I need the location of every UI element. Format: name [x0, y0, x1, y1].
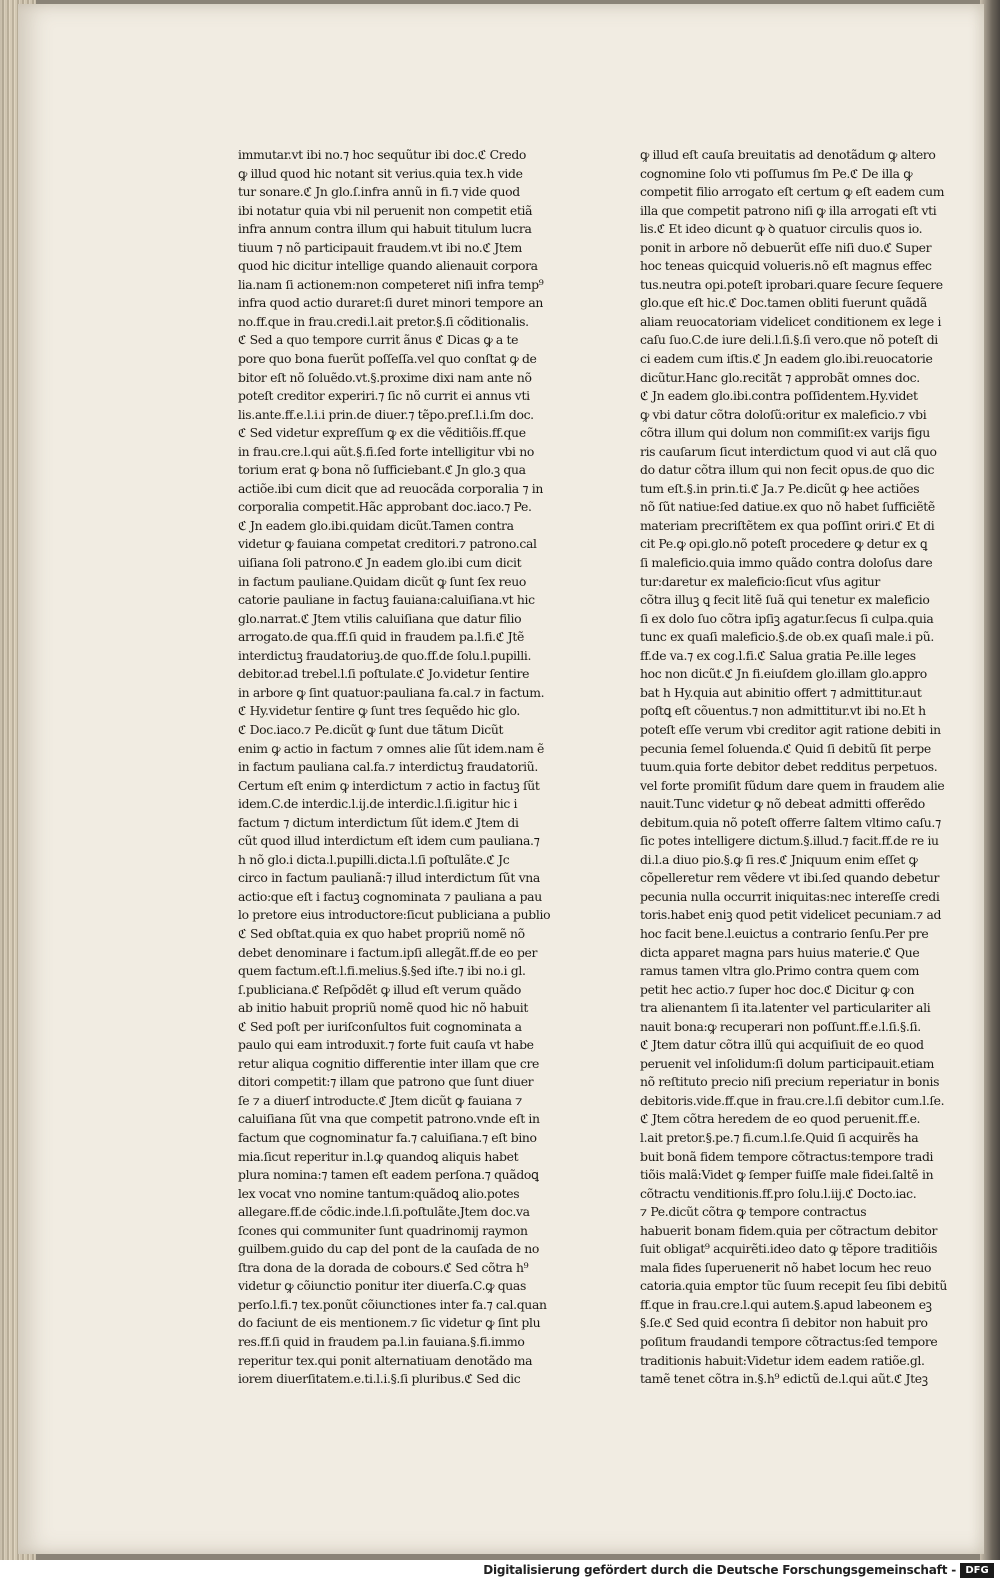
- text-line: ꝙ vbi datur cõtra doloſũ:oritur ex maleficio.⁊ vbi: [640, 406, 927, 422]
- text-line: tiuum ⁊ nõ participauit fraudem.vt ibi no.ℭ Jtem: [238, 239, 522, 255]
- footer-bar: [0, 1560, 1000, 1582]
- text-line: catorie pauliane in factuꝫ fauiana:caluiſiana.vt hic: [238, 592, 535, 608]
- text-line: materiam precriſtẽtem ex qua poſſint oriri.ℭ Et di: [640, 517, 935, 533]
- text-line: ſe ⁊ a diuerſ introducte.ℭ Jtem dicũt ꝙ fauiana ⁊: [238, 1092, 523, 1108]
- text-line: caluiſiana ſũt vna que competit patrono.vnde eſt in: [238, 1111, 540, 1127]
- text-line: in frau.cre.l.qui aũt.§.fi.ſed forte intelligitur vbi no: [238, 443, 534, 459]
- text-line: factum ⁊ dictum interdictum ſũt idem.ℭ Jtem di: [238, 814, 519, 830]
- text-line: petit hec actio.⁊ ſuper hoc doc.ℭ Dicitur ꝙ con: [640, 981, 915, 997]
- text-line: ponit in arbore nõ debuerũt eſſe niſi duo.ℭ Super: [640, 239, 932, 255]
- text-line: corporalia competit.Hãc approbant doc.iaco.⁊ Pe.: [238, 499, 532, 515]
- text-line: poteſt eſſe verum vbi creditor agit ratione debiti in: [640, 721, 941, 737]
- text-line: debitum.quia nõ poteſt offerre ſaltem vltimo caſu.⁊: [640, 814, 941, 830]
- text-line: debitoris.vide.ff.que in frau.cre.l.ſi debitor cum.l.ſe.: [640, 1092, 945, 1108]
- text-line: actiõe.ibi cum dicit que ad reuocãda corporalia ⁊ in: [238, 480, 543, 496]
- text-line: tamẽ tenet cõtra in.§.h⁹ edictũ de.l.qui aũt.ℭ Jteꝫ: [640, 1371, 928, 1387]
- text-line: paulo qui eam introduxit.⁊ forte fuit cauſa vt habe: [238, 1037, 534, 1053]
- text-line: tra alienantem ſi ita.latenter vel particulariter ali: [640, 1000, 931, 1016]
- text-line: pore quo bona fuerũt poſſeſſa.vel quo conſtat ꝙ de: [238, 351, 537, 367]
- text-line: competit filio arrogato eſt certum ꝙ eſt eadem cum: [640, 184, 945, 200]
- text-line: in factum pauliane.Quidam dicũt ꝙ ſunt ſex reuo: [238, 573, 526, 589]
- text-line: videtur ꝙ fauiana competat creditori.⁊ patrono.cal: [238, 536, 537, 552]
- text-line: debitor.ad trebel.l.ſi poſtulate.ℭ Jo.videtur ſentire: [238, 666, 530, 682]
- text-line: caſu ſuo.C.de iure deli.l.ſi.§.ſi vero.que nõ poteſt di: [640, 332, 938, 348]
- text-line: nauit.Tunc videtur ꝙ nõ debeat admitti offerẽdo: [640, 796, 925, 812]
- text-line: idem.C.de interdic.l.ij.de interdic.l.ſi.igitur hic i: [238, 796, 518, 812]
- text-line: circo in factum paulianã:⁊ illud interdictum ſũt vna: [238, 870, 540, 886]
- text-line: cõtra illum qui dolum non commiſit:ex varijs figu: [640, 425, 930, 441]
- text-line: tur:daretur ex maleficio:ſicut vſus agitur: [640, 573, 880, 589]
- text-line: tur sonare.ℭ Jn glo.ſ.infra annũ in fi.⁊ vide quod: [238, 184, 520, 200]
- text-line: tum eſt.§.in prin.ti.ℭ Ja.⁊ Pe.dicũt ꝙ hee actiões: [640, 480, 920, 496]
- text-line: tuum.quia forte debitor debet redditus perpetuos.: [640, 759, 938, 775]
- text-line: ⁊ Pe.dicũt cõtra ꝙ tempore contractus: [640, 1204, 867, 1220]
- text-line: no.ff.que in frau.credi.l.ait pretor.§.ſi cõditionalis.: [238, 313, 529, 329]
- text-line: ℭ Hy.videtur ſentire ꝙ ſunt tres ſequẽdo hic glo.: [238, 703, 520, 719]
- text-line: ci eadem cum iſtis.ℭ Jn eadem glo.ibi.reuocatorie: [640, 351, 933, 367]
- text-line: uiſiana ſoli patrono.ℭ Jn eadem glo.ibi cum dicit: [238, 555, 522, 571]
- text-line: pecunia nulla occurrit iniquitas:nec intereſſe credi: [640, 888, 940, 904]
- text-line: ſi ex dolo ſuo cõtra ipſiꝫ agatur.ſecus ſi culpa.quia: [640, 610, 934, 626]
- text-line: lo pretore eius introductore:ſicut publiciana a publio: [238, 907, 551, 923]
- left-text-column: [238, 146, 560, 1389]
- text-line: ℭ Sed obſtat.quia ex quo habet propriũ nomẽ nõ: [238, 925, 525, 941]
- text-line: nauit bona:ꝙ recuperari non poſſunt.ff.e.l.ſi.§.ſi.: [640, 1018, 921, 1034]
- text-line: poteſt creditor experiri.⁊ ſic nõ currit ei annus vti: [238, 388, 530, 404]
- text-line: actio:que eſt i factuꝫ cognominata ⁊ pauliana a pau: [238, 888, 542, 904]
- text-line: tus.neutra opi.poteſt iprobari.quare ſecure ſequere: [640, 276, 943, 292]
- text-line: l.ait pretor.§.pe.⁊ fi.cum.l.ſe.Quid ſi acquirẽs ha: [640, 1129, 919, 1145]
- text-line: ℭ Sed videtur expreſſum ꝙ ex die vẽditiõis.ff.que: [238, 425, 526, 441]
- text-line: illa que competit patrono niſi ꝙ illa arrogati eſt vti: [640, 202, 937, 218]
- text-line: vel forte promiſit fũdum dare quem in fraudem alie: [640, 777, 945, 793]
- text-line: ℭ Sed a quo tempore currit ãnus ℭ Dicas ꝙ a te: [238, 332, 519, 348]
- text-line: reperitur tex.qui ponit alternatiuam denotãdo ma: [238, 1352, 533, 1368]
- text-line: ſcones qui communiter ſunt quadrinomij raymon: [238, 1222, 528, 1238]
- text-line: infra quod actio duraret:ſi duret minori tempore an: [238, 295, 544, 311]
- text-line: in arbore ꝙ ſint quatuor:pauliana fa.cal.⁊ in factum.: [238, 684, 545, 700]
- text-line: ris cauſarum ſicut interdictum quod vi aut clã quo: [640, 443, 937, 459]
- text-line: quod hic dicitur intellige quando alienauit corpora: [238, 258, 538, 274]
- text-line: dicta apparet magna pars huius materie.ℭ Que: [640, 944, 920, 960]
- text-line: habuerit bonam fidem.quia per cõtractum debitor: [640, 1222, 938, 1238]
- text-line: poſitum fraudandi tempore cõtractus:ſed tempore: [640, 1334, 938, 1349]
- text-line: peruenit vel inſolidum:ſi dolum participauit.etiam: [640, 1055, 935, 1071]
- text-line: bitor eſt nõ ſoluẽdo.vt.§.proxime dixi nam ante nõ: [238, 369, 532, 385]
- text-line: hoc teneas quicquid volueris.nõ eſt magnus effec: [640, 258, 932, 274]
- text-line: debet denominare i factum.ipſi allegãt.ff.de eo per: [238, 944, 538, 960]
- text-line: ꝙ illud eſt cauſa breuitatis ad denotãdum ꝙ altero: [640, 147, 936, 162]
- text-line: glo.narrat.ℭ Jtem vtilis caluiſiana que datur filio: [238, 610, 522, 626]
- text-line: hoc facit bene.l.euictus a contrario ſenſu.Per pre: [640, 925, 929, 941]
- text-line: cit Pe.ꝙ opi.glo.nõ poteſt procedere ꝙ detur ex ꝗ: [640, 536, 928, 552]
- text-line: ibi notatur quia vbi nil peruenit non competit etiã: [238, 202, 533, 218]
- text-line: tunc ex quaſi maleficio.§.de ob.ex quaſi male.i pũ.: [640, 629, 934, 645]
- text-line: iorem diuerſitatem.e.ti.l.i.§.ſi pluribus.ℭ Sed dic: [238, 1371, 521, 1387]
- text-line: mia.ſicut reperitur in.l.ꝙ quandoꝗ aliquis habet: [238, 1148, 519, 1164]
- funding-notice: Digitalisierung gefördert durch die Deutsche Forschungsgemeinschaft -: [483, 1563, 956, 1577]
- text-line: do datur cõtra illum qui non fecit opus.de quo dic: [640, 462, 935, 478]
- dfg-logo: DFG: [960, 1563, 994, 1578]
- text-line: catoria.quia emptor tũc ſuum recepit ſeu ſibi debitũ: [640, 1278, 948, 1294]
- text-line: hoc non dicũt.ℭ Jn fi.eiuſdem glo.illam glo.appro: [640, 666, 927, 682]
- text-line: retur aliqua cognitio differentie inter illam que cre: [238, 1055, 539, 1071]
- text-line: ditori competit:⁊ illam que patrono que ſunt diuer: [238, 1074, 534, 1090]
- text-line: factum que cognominatur fa.⁊ caluiſiana.⁊ eſt bino: [238, 1129, 537, 1145]
- text-line: cõtra illuꝫ ꝗ fecit litẽ ſuã qui tenetur ex maleficio: [640, 592, 930, 608]
- text-line: nõ reſtituto precio niſi precium reperiatur in bonis: [640, 1074, 940, 1090]
- text-line: ℭ Jtem cõtra heredem de eo quod peruenit.ff.e.: [640, 1111, 921, 1127]
- text-line: ℭ Jn eadem glo.ibi.quidam dicũt.Tamen contra: [238, 517, 514, 533]
- text-line: lis.ℭ Et ideo dicunt ꝙ ꝺ quatuor circulis quos io.: [640, 221, 923, 237]
- text-line: ℭ Sed poſt per iuriſconſultos fuit cognominata a: [238, 1018, 522, 1034]
- text-line: torium erat ꝙ bona nõ ſufficiebant.ℭ Jn glo.ꝫ qua: [238, 462, 526, 478]
- text-line: cognomine ſolo vti poſſumus ſm Pe.ℭ De illa ꝙ: [640, 165, 913, 181]
- text-line: lex vocat vno nomine tantum:quãdoꝗ alio.potes: [238, 1185, 520, 1201]
- text-line: ff.de va.⁊ ex cog.l.fi.ℭ Salua gratia Pe.ille leges: [640, 647, 916, 663]
- text-line: dicũtur.Hanc glo.recitãt ⁊ approbãt omnes doc.: [640, 369, 920, 385]
- text-line: bat h Hy.quia aut abinitio offert ⁊ admittitur.aut: [640, 684, 922, 700]
- text-line: ſuit obligat⁹ acquirẽti.ideo dato ꝙ tẽpore traditiõis: [640, 1241, 938, 1257]
- text-line: arrogato.de qua.ff.ſi quid in fraudem pa.l.fi.ℭ Jtẽ: [238, 629, 524, 645]
- text-line: traditionis habuit:Videtur idem eadem ratiõe.gl.: [640, 1352, 925, 1368]
- text-line: ab initio habuit propriũ nomẽ quod hic nõ habuit: [238, 1000, 529, 1016]
- text-line: lis.ante.ff.e.l.i.i prin.de diuer.⁊ tẽpo.preſ.l.i.ſm doc.: [238, 406, 534, 422]
- text-line: ℭ Doc.iaco.⁊ Pe.dicũt ꝙ ſunt due tãtum Dicũt: [238, 721, 504, 737]
- text-line: enim ꝙ actio in factum ⁊ omnes alie ſũt idem.nam ẽ: [238, 740, 545, 756]
- text-line: Certum eſt enim ꝙ interdictum ⁊ actio in factuꝫ ſũt: [238, 777, 540, 793]
- text-line: toris.habet eniꝫ quod petit videlicet pecuniam.⁊ ad: [640, 907, 942, 923]
- text-line: allegare.ff.de cõdic.inde.l.ſi.poſtulãte.Jtem doc.va: [238, 1204, 530, 1220]
- text-line: videtur ꝙ cõiunctio ponitur iter diuerſa.C.ꝙ quas: [238, 1278, 526, 1294]
- text-line: perſo.l.fi.⁊ tex.ponũt cõiunctiones inter fa.⁊ cal.quan: [238, 1296, 547, 1312]
- text-line: poſtꝗ eſt cõuentus.⁊ non admittitur.vt ibi no.Et h: [640, 703, 926, 719]
- text-line: ff.que in frau.cre.l.qui autem.§.apud labeonem eꝫ: [640, 1296, 932, 1312]
- text-line: pecunia ſemel ſoluenda.ℭ Quid ſi debitũ ſit perpe: [640, 740, 931, 756]
- text-line: §.ſe.ℭ Sed quid econtra ſi debitor non habuit pro: [640, 1315, 928, 1331]
- text-line: ſi maleficio.quia immo quãdo contra doloſus dare: [640, 555, 933, 571]
- text-line: cõpelleretur rem vẽdere vt ibi.ſed quando debetur: [640, 870, 940, 886]
- text-line: plura nomina:⁊ tamen eſt eadem perſona.⁊ quãdoꝗ: [238, 1167, 539, 1183]
- text-line: interdictuꝫ fraudatoriuꝫ.de quo.ff.de ſolu.l.pupilli.: [238, 647, 532, 663]
- text-line: cõtractu venditionis.ff.pro ſolu.l.iij.ℭ Docto.iac.: [640, 1185, 917, 1201]
- text-line: lia.nam ſi actionem:non competeret niſi infra temp⁹: [238, 276, 544, 292]
- text-line: infra annum contra illum qui habuit titulum lucra: [238, 221, 532, 237]
- text-line: ſ.publiciana.ℭ Reſpõdẽt ꝙ illud eſt verum quãdo: [238, 981, 521, 997]
- text-line: nõ ſũt natiue:ſed datiue.ex quo nõ habet ſufficiẽtẽ: [640, 499, 935, 515]
- text-line: tiõis malã:Videt ꝙ ſemper fuiſſe male fidei.ſaltẽ in: [640, 1167, 934, 1183]
- text-line: di.l.a diuo pio.§.ꝙ ſi res.ℭ Jniquum enim eſſet ꝙ: [640, 851, 918, 867]
- text-line: mala fides ſuperuenerit nõ habet locum hec reuo: [640, 1259, 932, 1275]
- right-text-column: [640, 146, 970, 1389]
- text-line: ſtra dona de la dorada de cobours.ℭ Sed cõtra h⁹: [238, 1259, 529, 1275]
- text-line: guilbem.guido du cap del pont de la cauſada de no: [238, 1241, 540, 1257]
- text-line: ſic potes intelligere dictum.§.illud.⁊ facit.ff.de re iu: [640, 833, 939, 849]
- text-line: ꝙ illud quod hic notant sit verius.quia tex.h vide: [238, 165, 523, 181]
- text-line: glo.que eſt hic.ℭ Doc.tamen obliti fuerunt quãdã: [640, 295, 927, 311]
- text-line: res.ff.ſi quid in fraudem pa.l.in fauiana.§.fi.immo: [238, 1334, 525, 1349]
- text-line: in factum pauliana cal.fa.⁊ interdictuꝫ fraudatoriũ.: [238, 759, 539, 775]
- text-line: buit bonã fidem tempore cõtractus:tempore tradi: [640, 1148, 934, 1164]
- text-line: cũt quod illud interdictum eſt idem cum pauliana.⁊: [238, 833, 540, 849]
- text-line: ramus tamen vltra glo.Primo contra quem com: [640, 963, 919, 979]
- text-line: ℭ Jtem datur cõtra illũ qui acquiſiuit de eo quod: [640, 1037, 924, 1053]
- text-line: quem factum.eſt.l.fi.melius.§.§ed iſte.⁊ ibi no.i gl.: [238, 963, 526, 979]
- text-line: aliam reuocatoriam videlicet conditionem ex lege i: [640, 313, 942, 329]
- text-line: ℭ Jn eadem glo.ibi.contra poſſidentem.Hy.videt: [640, 388, 918, 404]
- text-line: h nõ glo.i dicta.l.pupilli.dicta.l.ſi poſtulãte.ℭ Jc: [238, 851, 510, 867]
- text-line: do faciunt de eis mentionem.⁊ ſic videtur ꝙ ſint plu: [238, 1315, 541, 1331]
- text-line: immutar.vt ibi no.⁊ hoc sequũtur ibi doc.ℭ Credo: [238, 147, 527, 162]
